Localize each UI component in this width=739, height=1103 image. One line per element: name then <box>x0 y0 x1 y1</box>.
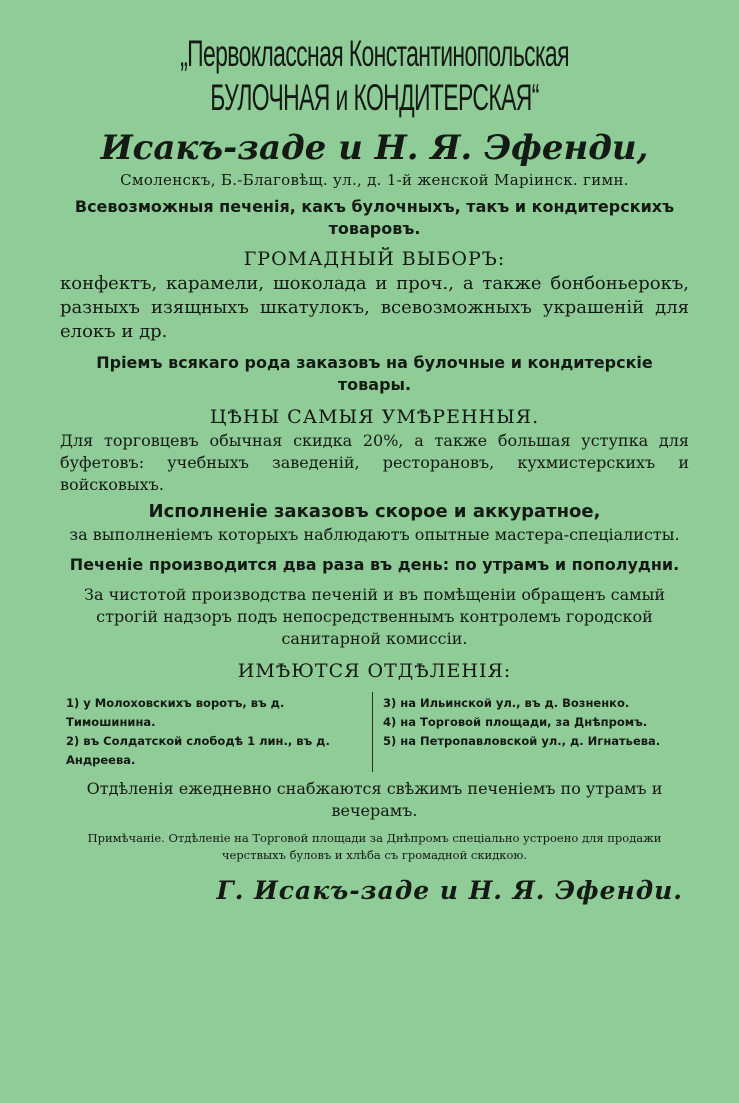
note-text: Примѣчаніе. Отдѣленіе на Торговой площади за Днѣпромъ спеціально устроено для продажи черствыхъ буловъ и хлѣба съ громадной скидкою. <box>87 831 662 862</box>
orders-text: Пріемъ всякаго рода заказовъ на булочные и кондитерскіе товары. <box>96 353 653 394</box>
branch-item: 1) у Молоховскихъ воротъ, въ д. Тимошинина. <box>66 696 285 729</box>
title-line-2: БУЛОЧНАЯ и КОНДИТЕРСКАЯ“ <box>210 77 539 118</box>
branches-list <box>60 692 689 772</box>
execution-text: за выполненіемъ которыхъ наблюдаютъ опытные мастера-спеціалисты. <box>69 525 680 544</box>
cleanliness-text: За чистотой производства печеній и въ помѣщеніи обращенъ самый строгій надзоръ подъ непосредственнымъ контролемъ городской санитарной комиссіи. <box>83 585 666 648</box>
branch-item: 2) въ Солдатской слободѣ 1 лин., въ д. Андреева. <box>66 734 330 767</box>
branches-left-column <box>60 692 373 772</box>
choice-text: конфектъ, карамели, шоколада и проч., а также бонбоньерокъ, разныхъ изящныхъ шкатулокъ, всевозможныхъ украшеній для елокъ и др. <box>60 273 689 342</box>
offer-text: Всевозможныя печенія, какъ булочныхъ, такъ и кондитерскихъ товаровъ. <box>74 197 675 238</box>
branch-item: 5) на Петропавловской ул., д. Игнатьева. <box>383 734 661 748</box>
supply-text: Отдѣленія ежедневно снабжаются свѣжимъ печеніемъ по утрамъ и вечерамъ. <box>86 779 663 820</box>
address: Смоленскъ, Б.-Благовѣщ. ул., д. 1-й женской Маріинск. гимн. <box>120 171 629 189</box>
title-line-1: „Первоклассная Константинопольская <box>180 33 569 74</box>
owners-name: Исакъ-заде и Н. Я. Эфенди, <box>100 128 649 168</box>
branches-heading: ИМѢЮТСЯ ОТДѢЛЕНІЯ: <box>237 660 512 682</box>
choice-heading: ГРОМАДНЫЙ ВЫБОРЪ: <box>243 248 506 270</box>
branches-right-column <box>373 692 689 772</box>
execution-heading: Исполненіе заказовъ скорое и аккуратное, <box>148 501 601 522</box>
branch-item: 4) на Торговой площади, за Днѣпромъ. <box>383 715 648 729</box>
signature: Г. Исакъ-заде и Н. Я. Эфенди. <box>216 876 683 905</box>
discount-text: Для торговцевъ обычная скидка 20%, а также большая уступка для буфетовъ: учебныхъ заведеній, ресторановъ, кухмистерскихъ и войсковыхъ. <box>60 431 689 494</box>
prices-heading: ЦѢНЫ САМЫЯ УМѢРЕННЫЯ. <box>209 406 540 428</box>
baking-text: Печеніе производится два раза въ день: по утрамъ и пополудни. <box>69 555 680 574</box>
branch-item: 3) на Ильинской ул., въ д. Возненко. <box>383 696 630 710</box>
